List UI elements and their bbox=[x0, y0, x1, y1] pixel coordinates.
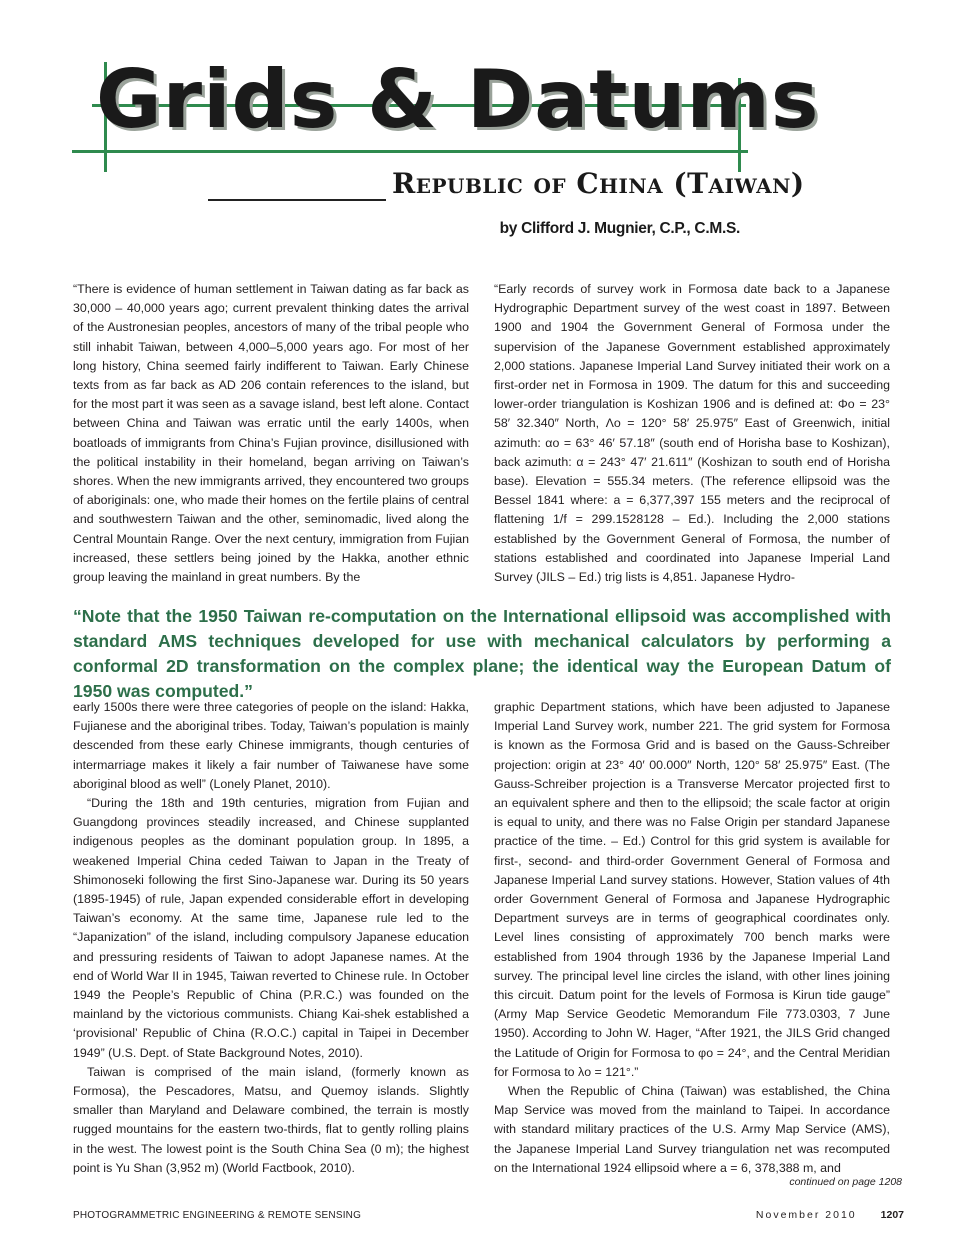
paragraph: Taiwan is comprised of the main island, (formerly known as Formosa), the Pescadores, Matsu, and Quemoy islands. Slightly smaller than Maryland and Delaware combined, the terrain is mostly rugged mountains for the eastern two-thirds, flat to gently rolling plains in the west. The lowest point is the South China Sea (0 m); the highest point is Yu Shan (3,952 m) (World Factbook, 2010). bbox=[73, 1064, 469, 1175]
page-subtitle: Republic of China (Taiwan) bbox=[392, 167, 805, 200]
continued-note: continued on page 1208 bbox=[789, 1176, 902, 1188]
subtitle-rule bbox=[208, 199, 386, 201]
pull-quote: “Note that the 1950 Taiwan re-computation on the International ellipsoid was accomplished with standard AMS techniques developed for use with mechanical calculators by performing a conformal 2D transformation on the complex plane; the identical way the European Datum of 1950 was computed.” bbox=[73, 606, 891, 701]
footer-journal: PHOTOGRAMMETRIC ENGINEERING & REMOTE SENSING bbox=[73, 1210, 362, 1221]
footer-date: November 2010 bbox=[755, 1209, 857, 1221]
article-header bbox=[0, 0, 960, 250]
column-left-bottom bbox=[73, 698, 469, 1178]
paragraph: graphic Department stations, which have been adjusted to Japanese Imperial Land Survey work, number 221. The grid system for Formosa is known as the Formosa Grid and is based on the Gauss-Schreiber projection: origin at 23° 40′ 00.000″ North, 120° 58′ 25.975″ East. (The Gauss-Schreiber projection is a Transverse Mercator projected first to an equivalent sphere and then to the ellipsoid; the scale factor at origin is equal to unity, and there was no False Origin per standard Japanese practice of the time. – Ed.) Control for this grid system is available for first-, second- and third-order Government General of Formosa and Japanese Imperial Land survey stations. However, Station values of 4th order Government General of Formosa and Japanese Hydrographic Department surveys are in terms of geographical coordinates only. Level lines consisting of approximately 700 bench marks were established from 1904 through 1936 by the Japanese Imperial Land survey. The principal level line circles the island, with other lines joining this circuit. Datum point for the levels of Formosa is Kirun tide gauge” (Army Map Service Geodetic Memorandum File 773.0303, 7 June 1950). According to John W. Hager, “After 1921, the JILS Grid changed the Latitude of Origin for Formosa to φo = 24°, and the Central Meridian for Formosa to λo = 121°.” bbox=[494, 700, 890, 1079]
page-number: 1207 bbox=[880, 1209, 904, 1221]
paragraph: When the Republic of China (Taiwan) was established, the China Map Service was moved from the mainland to Taipei. In accordance with standard military practices of the U.S. Army Map Service (AMS), the Japanese Imperial Land Survey triangulation net was recomputed on the International 1924 ellipsoid where a = 6, 378,388 m, and bbox=[494, 1084, 890, 1175]
author-byline: by Clifford J. Mugnier, C.P., C.M.S. bbox=[499, 220, 740, 237]
footer-right bbox=[756, 1209, 904, 1221]
column-right-bottom bbox=[494, 698, 890, 1178]
page-title: Grids & Datums bbox=[96, 53, 820, 146]
column-right-top bbox=[494, 280, 890, 587]
paragraph: “During the 18th and 19th centuries, migration from Fujian and Guangdong provinces steadily increased, and Chinese supplanted indigenous peoples as the dominant population group. In 1895, a weakened Imperial China ceded Taiwan to Japan in the Treaty of Shimonoseki following the first Sino-Japanese war. During its 50 years (1895-1945) of rule, Japan expended considerable effort in developing Taiwan’s economy. At the same time, Japanese rule led to the “Japanization” of the island, including compulsory Japanese education and pressuring residents of Taiwan to adopt Japanese names. At the end of World War II in 1945, Taiwan reverted to Chinese rule. In October 1949 the People’s Republic of China (P.R.C.) was founded on the mainland by the victorious communists. Chiang Kai-shek established a ‘provisional’ Republic of China (R.O.C.) capital in Taipei in December 1949” (U.S. Dept. of State Background Notes, 2010). bbox=[73, 796, 469, 1060]
grid-line-horizontal-bottom bbox=[72, 150, 748, 153]
paragraph: “Early records of survey work in Formosa date back to a Japanese Hydrographic Department survey of the west coast in 1897. Between 1900 and 1904 the Government General of Formosa under the supervision of the Japanese Government established approximately 2,000 stations. Japanese Imperial Land Survey initiated their work on a first-order net in Formosa in 1909. The datum for this and succeeding lower-order triangulation is Koshizan 1906 and is defined at: Φo = 23° 58′ 32.340″ North, Λo = 120° 58′ 25.975″ East of Greenwich, initial azimuth: αo = 63° 46′ 57.18″ (south end of Horisha base to Koshizan), back azimuth: α = 243° 47′ 21.611″ (Koshizan to south end of Horisha base). Elevation = 555.34 meters. (The reference ellipsoid was the Bessel 1841 where: a = 6,377,397 155 meters and the reciprocal of flattening 1/f = 299.1528128 – Ed.). Including the 2,000 stations established by the Government General of Formosa, the number of stations established and coordinated into Japanese Imperial Land Survey (JILS – Ed.) trig lists is 4,851. Japanese Hydro- bbox=[494, 282, 890, 585]
paragraph: “There is evidence of human settlement in Taiwan dating as far back as 30,000 – 40,000 years ago; current prevalent thinking dates the arrival of the Austronesian peoples, ancestors of many of the tribal people who still inhabit Taiwan, between 4,000–5,000 years ago. For most of her long history, China seemed fairly indifferent to Taiwan. Early Chinese texts from as far back as AD 206 contain references to the island, but for the most part it was seen as a savage island, best left alone. Contact between China and Taiwan was erratic until the early 1400s, when boatloads of immigrants from China’s Fujian province, disillusioned with the political instability in their homeland, began arriving on Taiwan’s shores. When the new immigrants arrived, they encountered two groups of aboriginals: one, who made their homes on the fertile plains of central and southwestern Taiwan and the other, seminomadic, lived along the Central Mountain Range. Over the next century, immigration from Fujian increased, these settlers being joined by the Hakka, another ethnic group leaving the mainland in great numbers. By the bbox=[73, 282, 469, 585]
paragraph: early 1500s there were three categories of people on the island: Hakka, Fujianese and the aboriginal tribes. Today, Taiwan’s population is mainly descended from these early Chinese immigrants, though centuries of intermarriage makes it likely a fair number of Taiwanese have some aboriginal blood as well” (Lonely Planet, 2010). bbox=[73, 700, 469, 791]
column-left-top bbox=[73, 280, 469, 587]
